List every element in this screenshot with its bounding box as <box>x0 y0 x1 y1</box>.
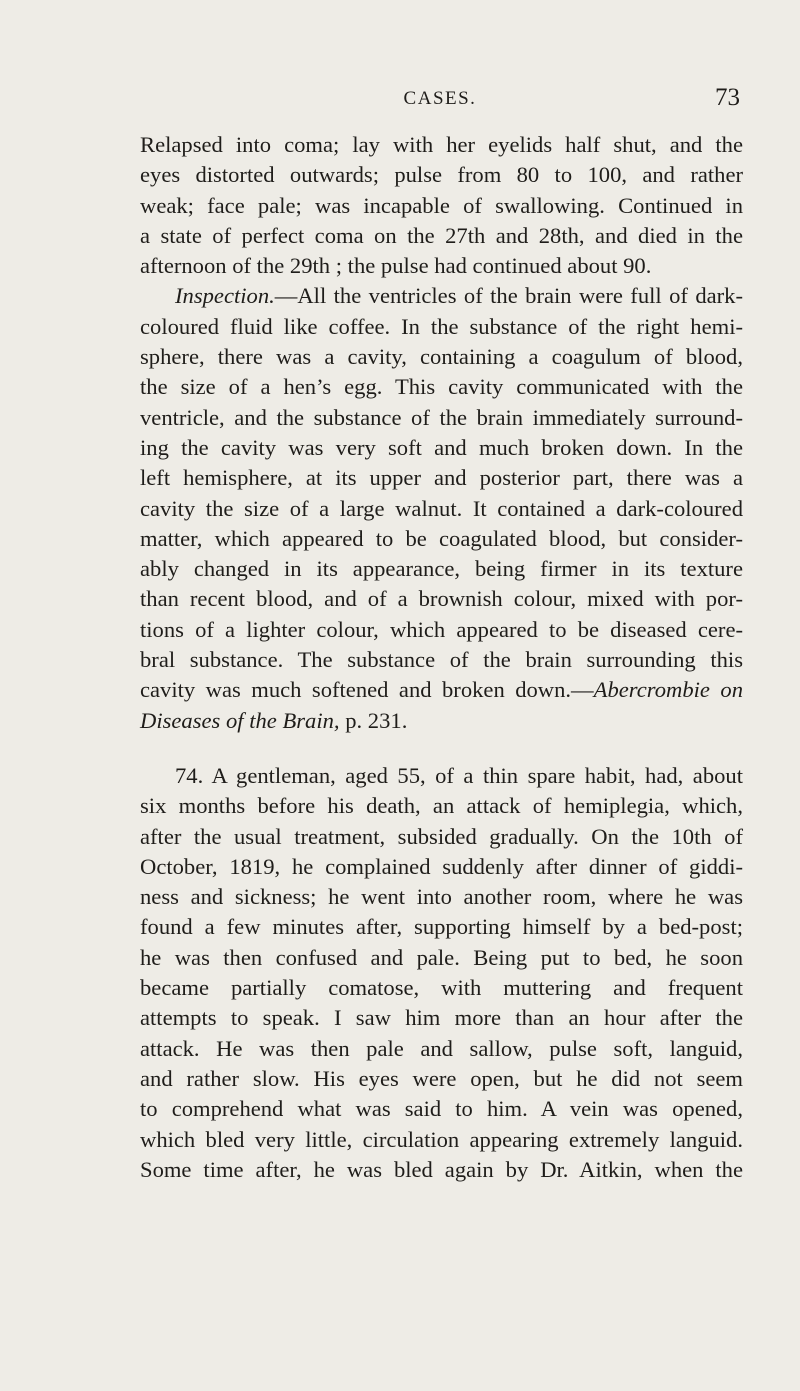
text-line: weak; face pale; was incapable of swallowing. Continued in <box>140 192 743 218</box>
text-line: Relapsed into coma; lay with her eyelids half shut, and the <box>140 132 743 157</box>
running-head-title: CASES. <box>403 88 477 109</box>
text-line: Some time after, he was bled again by Dr. Aitkin, when the <box>140 1156 743 1182</box>
text-line: 74. A gentleman, aged 55, of a thin spare habit, had, about <box>175 762 743 788</box>
text-line: afternoon of the 29th ; the pulse had continued about 90. <box>140 253 652 279</box>
inspection-heading: Inspection. <box>175 283 275 309</box>
text-line: ventricle, and the substance of the brain immediately surround- <box>140 404 743 430</box>
text-line: a state of perfect coma on the 27th and 28th, and died in the <box>140 222 743 248</box>
citation-author: Abercrombie on <box>593 677 743 703</box>
text-line: matter, which appeared to be coagulated blood, but consider- <box>140 525 743 551</box>
text-line: eyes distorted outwards; pulse from 80 to 100, and rather <box>140 162 743 188</box>
text-fragment: —All the ventricles of the brain were full of dark- <box>274 283 743 309</box>
text-fragment: cavity was much softened and broken down.— <box>140 677 594 703</box>
text-line: to comprehend what was said to him. A vein was opened, <box>140 1096 743 1122</box>
text-line: six months before his death, an attack of hemiplegia, which, <box>140 793 743 819</box>
text-line <box>140 281 743 311</box>
text-line: after the usual treatment, subsided gradually. On the 10th of <box>140 823 743 849</box>
page-number: 73 <box>715 84 740 111</box>
text-line: October, 1819, he complained suddenly after dinner of giddi- <box>140 853 743 879</box>
text-line: he was then confused and pale. Being put to bed, he soon <box>140 944 743 970</box>
running-head <box>140 84 740 114</box>
text-line: attack. He was then pale and sallow, pulse soft, languid, <box>140 1035 743 1061</box>
citation-page: p. 231. <box>339 707 408 733</box>
text-line: ably changed in its appearance, being firmer in its texture <box>140 556 743 582</box>
text-line: ness and sickness; he went into another room, where he was <box>140 884 743 910</box>
citation-title: Diseases of the Brain, <box>140 707 340 733</box>
text-line: which bled very little, circulation appearing extremely languid. <box>140 1126 743 1152</box>
text-line: attempts to speak. I saw him more than an hour after the <box>140 1005 743 1031</box>
text-line: became partially comatose, with muttering and frequent <box>140 975 743 1001</box>
text-line: and rather slow. His eyes were open, but he did not seem <box>140 1065 743 1091</box>
text-line: than recent blood, and of a brownish colour, mixed with por- <box>140 586 743 612</box>
paragraph-gap <box>140 736 743 761</box>
text-line <box>140 706 743 736</box>
text-line <box>140 675 743 705</box>
body-text <box>140 130 743 1185</box>
text-line: cavity the size of a large walnut. It contained a dark-coloured <box>140 495 743 521</box>
text-line: found a few minutes after, supporting himself by a bed-post; <box>140 914 743 940</box>
text-line: sphere, there was a cavity, containing a coagulum of blood, <box>140 344 743 370</box>
text-line: ing the cavity was very soft and much broken down. In the <box>140 434 743 460</box>
text-line: coloured fluid like coffee. In the substance of the right hemi- <box>140 313 743 339</box>
text-line: tions of a lighter colour, which appeared to be diseased cere- <box>140 616 743 642</box>
text-line: bral substance. The substance of the brain surrounding this <box>140 647 743 673</box>
text-line: left hemisphere, at its upper and posterior part, there was a <box>140 465 743 491</box>
text-line: the size of a hen’s egg. This cavity communicated with the <box>140 374 743 400</box>
